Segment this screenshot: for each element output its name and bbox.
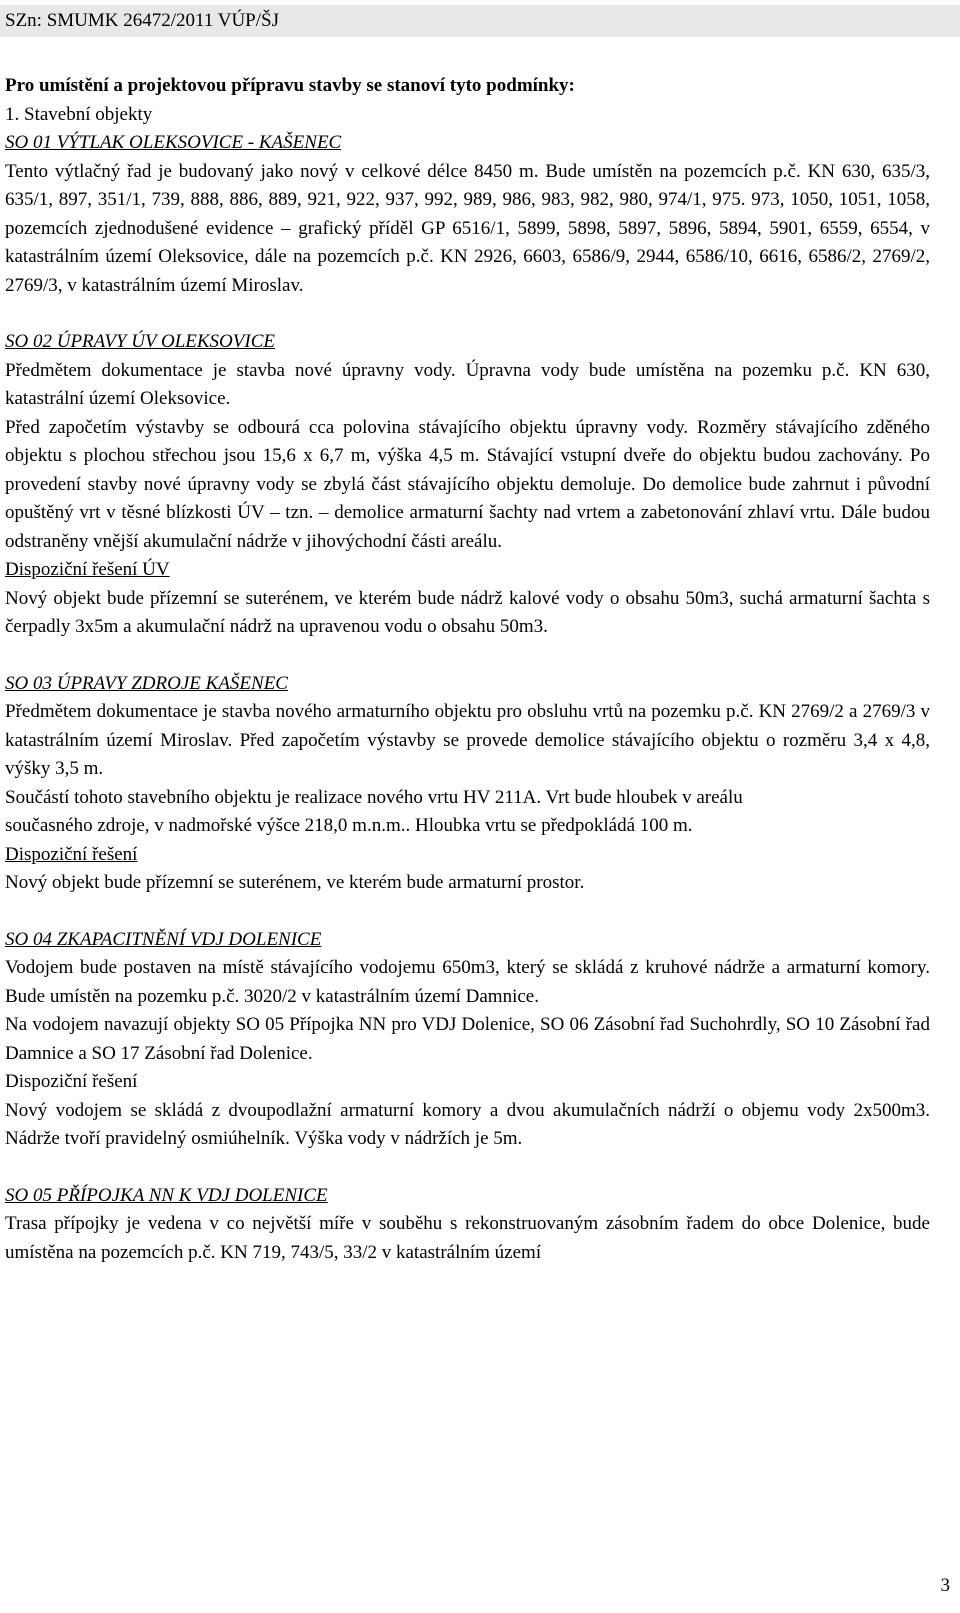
main-heading: Pro umístění a projektovou přípravu stavby se stanoví tyto podmínky: bbox=[5, 75, 575, 96]
document-body bbox=[5, 72, 930, 1267]
header-reference-bar bbox=[0, 5, 960, 37]
so04-paragraph-3: Nový vodojem se skládá z dvoupodlažní armaturní komory a dvou akumulačních nádrží o objemu vody 2x500m3. Nádrže tvoří pravidelný osmiúhelník. Výška vody v nádržích je 5m. bbox=[5, 1099, 930, 1149]
so01-title: SO 01 VÝTLAK OLEKSOVICE - KAŠENEC bbox=[5, 132, 342, 153]
so04-subheading: Dispoziční řešení bbox=[5, 1071, 138, 1092]
spacer bbox=[5, 1154, 930, 1182]
so03-subheading: Dispoziční řešení bbox=[5, 843, 138, 865]
spacer bbox=[5, 898, 930, 926]
so03-paragraph-2b: současného zdroje, v nadmořské výšce 218,0 m.n.m.. Hloubka vrtu se předpokládá 100 m. bbox=[5, 815, 693, 836]
so03-paragraph-2a: Součástí tohoto stavebního objektu je realizace nového vrtu HV 211A. Vrt bude hloubek v areálu bbox=[5, 786, 743, 808]
file-reference: SZn: SMUMK 26472/2011 VÚP/ŠJ bbox=[5, 10, 279, 31]
so03-paragraph-1: Předmětem dokumentace je stavba nového armaturního objektu pro obsluhu vrtů na pozemku p.č. KN 2769/2 a 2769/3 v katastrálním území Miroslav. Před započetím výstavby se provede demolice stávajícího objektu o rozměru 3,4 x 4,8, výšky 3,5 m. bbox=[5, 701, 930, 779]
so02-paragraph-3: Nový objekt bude přízemní se suterénem, ve kterém bude nádrž kalové vody o obsahu 50m3, suchá armaturní šachta s čerpadly 3x5m a akumulační nádrž na upravenou vodu o obsahu 50m3. bbox=[5, 587, 930, 637]
so04-title: SO 04 ZKAPACITNĚNÍ VDJ DOLENICE bbox=[5, 928, 322, 950]
spacer bbox=[5, 642, 930, 670]
spacer bbox=[5, 300, 930, 328]
section-title: 1. Stavební objekty bbox=[5, 103, 153, 125]
so04-paragraph-2: Na vodojem navazují objekty SO 05 Přípojka NN pro VDJ Dolenice, SO 06 Zásobní řad Suchohrdly, SO 10 Zásobní řad Damnice a SO 17 Zásobní řad Dolenice. bbox=[5, 1014, 930, 1064]
so02-paragraph-1: Předmětem dokumentace je stavba nové úpravny vody. Úpravna vody bude umístěna na pozemku p.č. KN 630, katastrální území Oleksovice. bbox=[5, 359, 930, 409]
so04-paragraph-1: Vodojem bude postaven na místě stávajícího vodojemu 650m3, který se skládá z kruhové nádrže a armaturní komory. Bude umístěn na pozemku p.č. 3020/2 v katastrálním území Damnice. bbox=[5, 957, 930, 1007]
so05-paragraph-1: Trasa přípojky je vedena v co největší míře v souběhu s rekonstruovaným zásobním řadem do obce Dolenice, bude umístěna na pozemcích p.č. KN 719, 743/5, 33/2 v katastrálním území bbox=[5, 1213, 930, 1263]
so03-title: SO 03 ÚPRAVY ZDROJE KAŠENEC bbox=[5, 672, 288, 694]
so03-paragraph-3: Nový objekt bude přízemní se suterénem, ve kterém bude armaturní prostor. bbox=[5, 872, 585, 893]
page-number: 3 bbox=[940, 1575, 950, 1596]
so01-paragraph: Tento výtlačný řad je budovaný jako nový v celkové délce 8450 m. Bude umístěn na pozemcích p.č. KN 630, 635/3, 635/1, 897, 351/1, 739, 888, 886, 889, 921, 922, 937, 992, 989, 986, 983, 982, 980, 974/1, 975. 973, 1050, 1051, 1058, pozemcích zjednodušené evidence – grafický příděl GP 6516/1, 5899, 5898, 5897, 5896, 5894, 5901, 6559, 6554, v katastrálním území Oleksovice, dále na pozemcích p.č. KN 2926, 6603, 6586/9, 2944, 6586/10, 6616, 6586/2, 2769/2, 2769/3, v katastrálním území Miroslav. bbox=[5, 160, 930, 296]
so02-paragraph-2: Před započetím výstavby se odbourá cca polovina stávajícího objektu úpravny vody. Rozměry stávajícího zděného objektu s plochou střechou jsou 15,6 x 6,7 m, výška 4,5 m. Stávající vstupní dveře do objektu budou zachovány. Po provedení stavby nové úpravny vody se zbylá část stávajícího objektu demoluje. Do demolice bude zahrnut i původní opuštěný vrt v těsné blízkosti ÚV – tzn. – demolice armaturní šachty nad vrtem a zabetonování zhlaví vrtu. Dále budou odstraněny vnější akumulační nádrže v jihovýchodní části areálu. bbox=[5, 416, 930, 552]
so05-title: SO 05 PŘÍPOJKA NN K VDJ DOLENICE bbox=[5, 1184, 328, 1206]
so02-subheading: Dispoziční řešení ÚV bbox=[5, 559, 170, 580]
so02-title: SO 02 ÚPRAVY ÚV OLEKSOVICE bbox=[5, 331, 275, 352]
